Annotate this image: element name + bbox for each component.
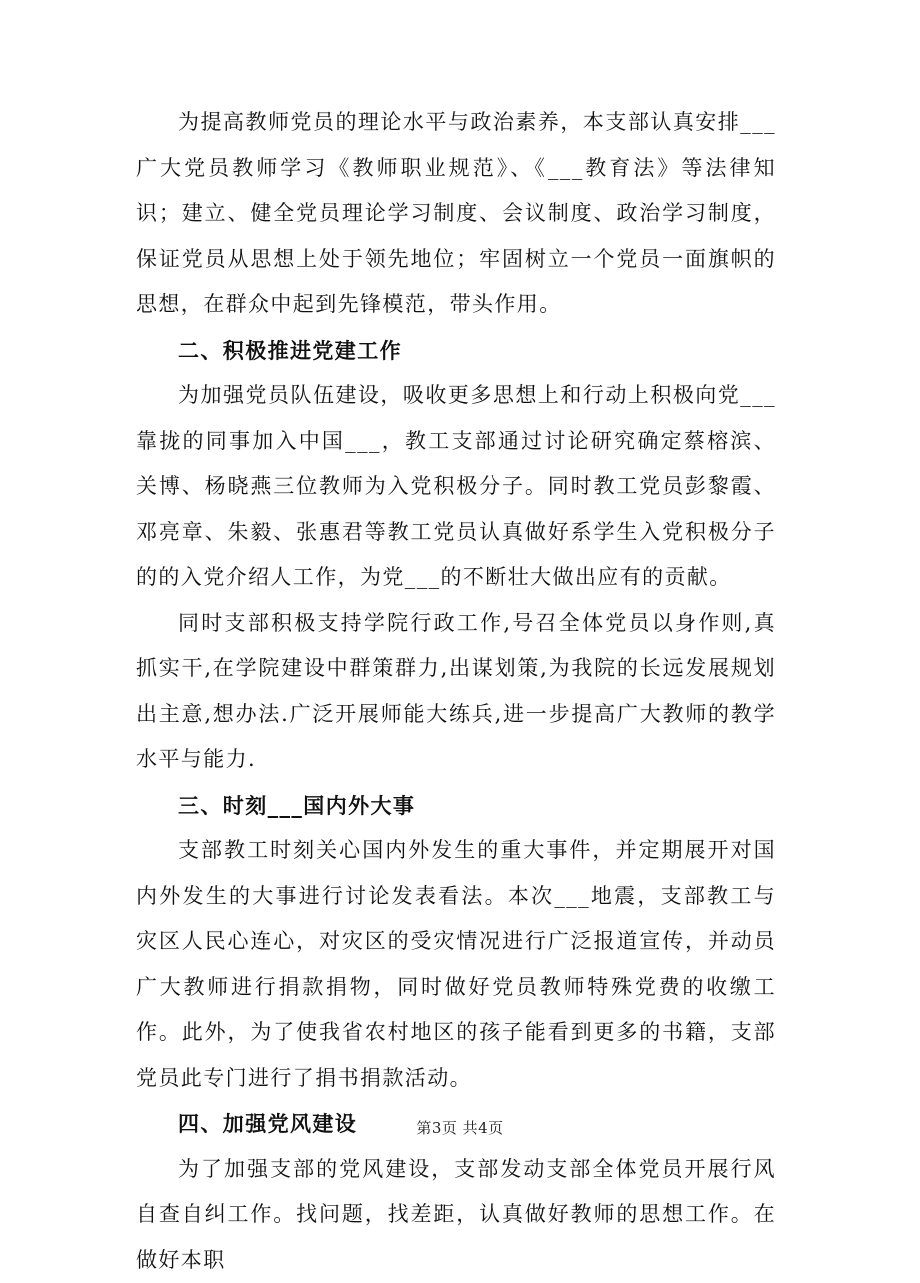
page-number-footer: 第3页 共4页 [0, 1117, 920, 1138]
document-body [136, 100, 776, 1283]
section-heading-party-conduct: 四、加强党风建设 [136, 1101, 776, 1147]
paragraph-current-affairs: 支部教工时刻关心国内外发生的重大事件，并定期展开对国内外发生的大事进行讨论发表看法。本次___地震，支部教工与灾区人民心连心，对灾区的受灾情况进行广泛报道宣传，并动员广大教师进行捐款捐物，同时做好党员教师特殊党费的收缴工作。此外，为了使我省农村地区的孩子能看到更多的书籍，支部党员此专门进行了捐书捐款活动。 [136, 828, 776, 1101]
paragraph-theory-study: 为提高教师党员的理论水平与政治素养，本支部认真安排___广大党员教师学习《教师职业规范》、《___教育法》等法律知识；建立、健全党员理论学习制度、会议制度、政治学习制度，保证党员从思想上处于领先地位；牢固树立一个党员一面旗帜的思想，在群众中起到先锋模范，带头作用。 [136, 100, 776, 328]
paragraph-party-conduct: 为了加强支部的党风建设，支部发动支部全体党员开展行风自查自纠工作。找问题，找差距，认真做好教师的思想工作。在做好本职 [136, 1147, 776, 1283]
paragraph-team-building: 为加强党员队伍建设，吸收更多思想上和行动上积极向党___靠拢的同事加入中国___，教工支部通过讨论研究确定蔡榕滨、关博、杨晓燕三位教师为入党积极分子。同时教工党员彭黎霞、邓亮章、朱毅、张惠君等教工党员认真做好系学生入党积极分子的的入党介绍人工作，为党___的不断壮大做出应有的贡献。 [136, 373, 776, 601]
paragraph-admin-support: 同时支部积极支持学院行政工作,号召全体党员以身作则,真抓实干,在学院建设中群策群力,出谋划策,为我院的长远发展规划出主意,想办法.广泛开展师能大练兵,进一步提高广大教师的教学水平与能力. [136, 601, 776, 783]
section-heading-current-affairs: 三、时刻___国内外大事 [136, 783, 776, 829]
section-heading-party-building: 二、积极推进党建工作 [136, 328, 776, 374]
